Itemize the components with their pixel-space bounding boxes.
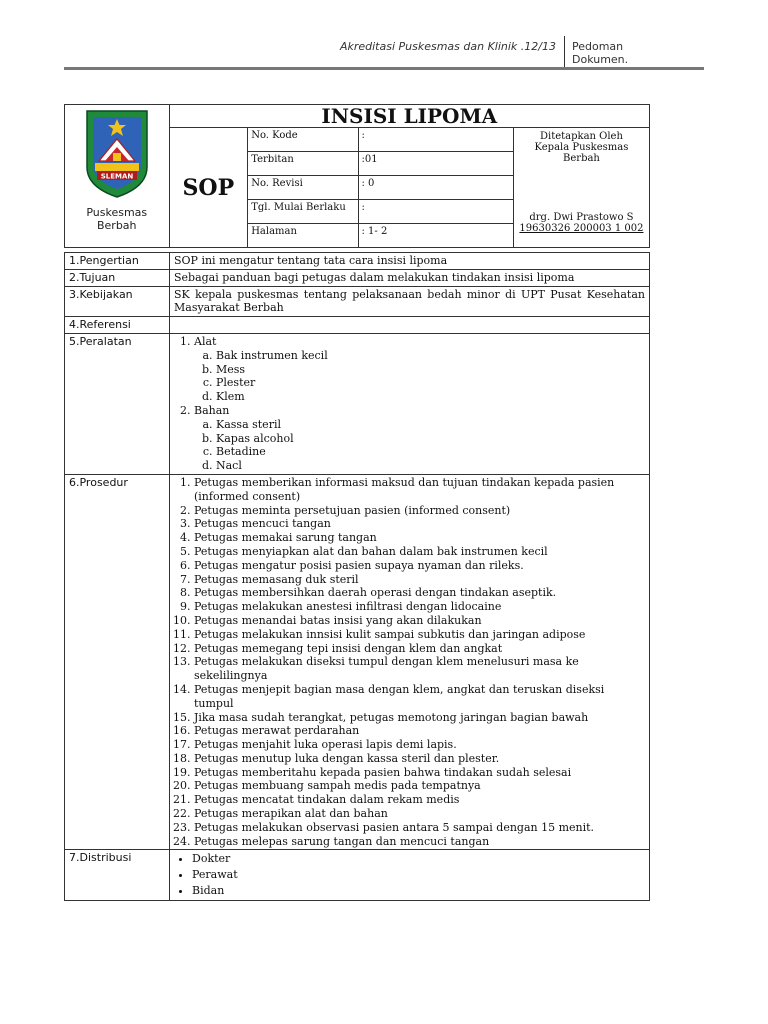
list-item: b. Mess [216, 363, 645, 377]
list-item: a. Kassa steril [216, 418, 645, 432]
meta-label-tgl: Tgl. Mulai Berlaku [248, 200, 358, 224]
svg-text:SLEMAN: SLEMAN [100, 172, 134, 181]
meta-value-kode: : [358, 128, 513, 152]
logo-caption-line1: Puskesmas [86, 206, 148, 219]
sleman-logo-icon [85, 109, 149, 199]
bahan-label: Bahan [194, 403, 230, 417]
meta-label-kode: No. Kode [248, 128, 358, 152]
list-item: 10. Petugas menandai batas insisi yang akan dilakukan [194, 614, 645, 628]
logo-caption-line2: Berbah [96, 219, 137, 232]
approver-name: drg. Dwi Prastowo S [529, 212, 634, 223]
header-rule [64, 67, 704, 70]
label-tujuan: 2.Tujuan [65, 269, 170, 286]
approval-cell [513, 128, 649, 248]
header-document-title: Akreditasi Puskesmas dan Klinik .12/13 [339, 40, 556, 53]
list-item: 19. Petugas memberitahu kepada pasien bahwa tindakan sudah selesai [194, 766, 645, 780]
meta-value-tgl: : [358, 200, 513, 224]
approval-line3: Berbah [563, 153, 600, 164]
bahan-list [194, 418, 645, 473]
list-item: d. Nacl [216, 459, 645, 473]
header-right-line2: Dokumen. [572, 53, 629, 66]
list-item: 23. Petugas melakukan observasi pasien antara 5 sampai dengan 15 menit. [194, 821, 645, 835]
text-pengertian: SOP ini mengatur tentang tata cara insisi lipoma [170, 253, 650, 270]
list-item: 1. Petugas memberikan informasi maksud dan tujuan tindakan kepada pasien (informed consent) [194, 476, 645, 504]
list-item: 14. Petugas menjepit bagian masa dengan klem, angkat dan teruskan diseksi tumpul [194, 683, 645, 711]
logo-cell [65, 105, 170, 248]
label-pengertian: 1.Pengertian [65, 253, 170, 270]
list-item: 6. Petugas mengatur posisi pasien supaya nyaman dan rileks. [194, 559, 645, 573]
text-tujuan: Sebagai panduan bagi petugas dalam melakukan tindakan insisi lipoma [170, 269, 650, 286]
list-item: 5. Petugas menyiapkan alat dan bahan dalam bak instrumen kecil [194, 545, 645, 559]
list-item [194, 404, 645, 473]
approval-line1: Ditetapkan Oleh [539, 131, 623, 142]
list-item: c. Betadine [216, 445, 645, 459]
list-item: 12. Petugas memegang tepi insisi dengan klem dan angkat [194, 642, 645, 656]
row-distribusi [65, 850, 650, 901]
header-section-label [572, 40, 628, 66]
sop-body-table [64, 252, 650, 901]
header-divider [564, 36, 565, 70]
sop-label: SOP [169, 128, 248, 248]
row-pengertian [65, 253, 650, 270]
list-item: 4. Petugas memakai sarung tangan [194, 531, 645, 545]
label-distribusi: 7.Distribusi [65, 850, 170, 901]
list-item: 21. Petugas mencatat tindakan dalam rekam medis [194, 793, 645, 807]
list-item: c. Plester [216, 376, 645, 390]
list-item: a. Bak instrumen kecil [216, 349, 645, 363]
prosedur-content [170, 474, 650, 850]
header-right-line1: Pedoman [572, 40, 624, 53]
list-item: 16. Petugas merawat perdarahan [194, 724, 645, 738]
approval-line2: Kepala Puskesmas [534, 142, 629, 153]
list-item: 24. Petugas melepas sarung tangan dan mencuci tangan [194, 835, 645, 849]
list-item: • Dokter [192, 851, 645, 867]
document-title: INSISI LIPOMA [169, 105, 649, 128]
label-referensi: 4.Referensi [65, 317, 170, 334]
list-item: 15. Jika masa sudah terangkat, petugas memotong jaringan bagian bawah [194, 711, 645, 725]
meta-label-terbitan: Terbitan [248, 152, 358, 176]
peralatan-content [170, 333, 650, 474]
prosedur-list [174, 476, 645, 849]
text-referensi [170, 317, 650, 334]
label-prosedur: 6.Prosedur [65, 474, 170, 850]
list-item: 9. Petugas melakukan anestesi infiltrasi dengan lidocaine [194, 600, 645, 614]
row-peralatan [65, 333, 650, 474]
list-item: 8. Petugas membersihkan daerah operasi dengan tindakan aseptik. [194, 586, 645, 600]
text-kebijakan: SK kepala puskesmas tentang pelaksanaan bedah minor di UPT Pusat Kesehatan Masyarakat Berbah [170, 286, 650, 317]
row-referensi [65, 317, 650, 334]
list-item: 11. Petugas melakukan innsisi kulit sampai subkutis dan jaringan adipose [194, 628, 645, 642]
list-item: 13. Petugas melakukan diseksi tumpul dengan klem menelusuri masa ke sekelilingnya [194, 655, 645, 683]
list-item: 7. Petugas memasang duk steril [194, 573, 645, 587]
list-item: 3. Petugas mencuci tangan [194, 517, 645, 531]
list-item: d. Klem [216, 390, 645, 404]
logo-caption [65, 206, 169, 232]
peralatan-list [174, 335, 645, 473]
label-peralatan: 5.Peralatan [65, 333, 170, 474]
row-kebijakan [65, 286, 650, 317]
meta-label-halaman: Halaman [248, 224, 358, 248]
approver-nip: 19630326 200003 1 002 [519, 223, 644, 234]
list-item: b. Kapas alcohol [216, 432, 645, 446]
row-prosedur [65, 474, 650, 850]
list-item: 2. Petugas meminta persetujuan pasien (informed consent) [194, 504, 645, 518]
list-item: 18. Petugas menutup luka dengan kassa steril dan plester. [194, 752, 645, 766]
list-item: • Bidan [192, 883, 645, 899]
sop-header-table [64, 104, 650, 248]
label-kebijakan: 3.Kebijakan [65, 286, 170, 317]
meta-label-revisi: No. Revisi [248, 176, 358, 200]
distribusi-list [174, 851, 645, 899]
list-item [194, 335, 645, 404]
alat-label: Alat [194, 334, 217, 348]
list-item: • Perawat [192, 867, 645, 883]
list-item: 17. Petugas menjahit luka operasi lapis demi lapis. [194, 738, 645, 752]
row-tujuan [65, 269, 650, 286]
meta-value-halaman: : 1- 2 [358, 224, 513, 248]
distribusi-content [170, 850, 650, 901]
signature-space [514, 164, 649, 212]
meta-value-revisi: : 0 [358, 176, 513, 200]
page-header [64, 36, 704, 70]
list-item: 22. Petugas merapikan alat dan bahan [194, 807, 645, 821]
list-item: 20. Petugas membuang sampah medis pada tempatnya [194, 779, 645, 793]
alat-list [194, 349, 645, 404]
meta-value-terbitan: :01 [358, 152, 513, 176]
